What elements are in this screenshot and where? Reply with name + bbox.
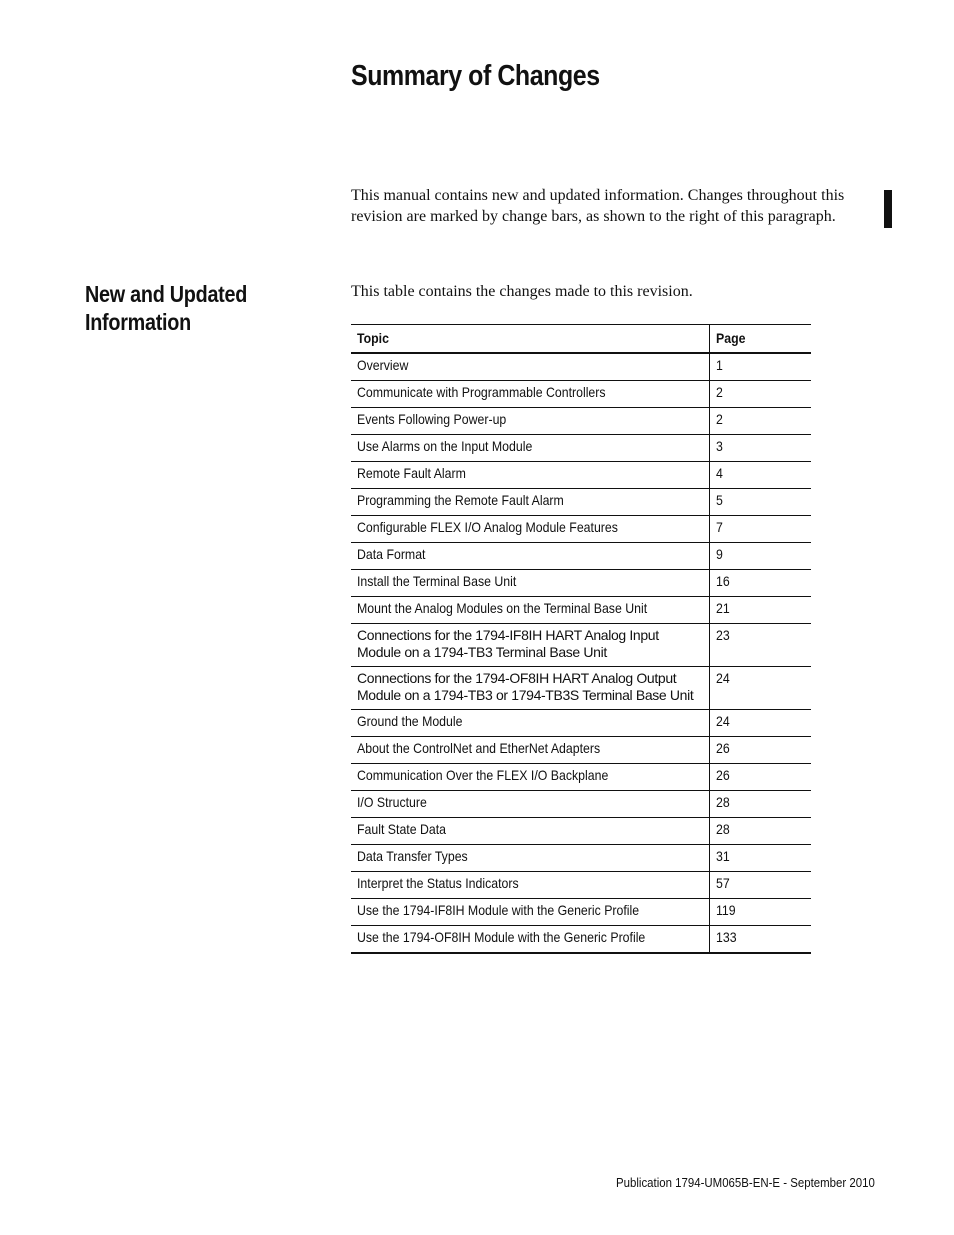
page-cell: 119 [710,899,812,926]
topic-cell: Communication Over the FLEX I/O Backplane [351,764,710,791]
page-cell: 28 [710,818,812,845]
topic-cell: Connections for the 1794-OF8IH HART Analog Output Module on a 1794-TB3 or 1794-TB3S Terminal Base Unit [351,667,710,710]
table-row [351,791,811,818]
topic-cell: Overview [351,353,710,381]
topic-cell: Fault State Data [351,818,710,845]
table-row [351,624,811,667]
topic-cell: Install the Terminal Base Unit [351,570,710,597]
table-row [351,462,811,489]
topic-cell: Use the 1794-OF8IH Module with the Generic Profile [351,926,710,954]
column-header-topic: Topic [351,325,710,354]
page-cell: 23 [710,624,812,667]
page-cell: 7 [710,516,812,543]
topic-cell: Data Format [351,543,710,570]
table-row [351,737,811,764]
table-row [351,408,811,435]
page-cell: 24 [710,667,812,710]
topic-cell: I/O Structure [351,791,710,818]
topic-cell: About the ControlNet and EtherNet Adapters [351,737,710,764]
page-cell: 3 [710,435,812,462]
publication-footer: Publication 1794-UM065B-EN-E - September 2010 [616,1175,875,1190]
topic-cell: Use Alarms on the Input Module [351,435,710,462]
page-cell: 9 [710,543,812,570]
table-row [351,899,811,926]
topic-cell: Interpret the Status Indicators [351,872,710,899]
table-row [351,710,811,737]
table-row [351,543,811,570]
topic-cell: Data Transfer Types [351,845,710,872]
table-row [351,570,811,597]
topic-cell: Configurable FLEX I/O Analog Module Features [351,516,710,543]
page-cell: 1 [710,353,812,381]
topic-cell: Connections for the 1794-IF8IH HART Analog Input Module on a 1794-TB3 Terminal Base Unit [351,624,710,667]
table-row [351,818,811,845]
page-title: Summary of Changes [351,60,600,92]
topic-cell: Events Following Power-up [351,408,710,435]
table-intro: This table contains the changes made to this revision. [351,283,693,300]
topic-cell: Mount the Analog Modules on the Terminal Base Unit [351,597,710,624]
table-header-row [351,325,811,354]
table-row [351,845,811,872]
table-row [351,516,811,543]
page-cell: 16 [710,570,812,597]
intro-paragraph: This manual contains new and updated information. Changes throughout this revision are marked by change bars, as shown to the right of this paragraph. [351,187,845,225]
page-cell: 57 [710,872,812,899]
page-cell: 31 [710,845,812,872]
table-row [351,353,811,381]
table-body [351,353,811,953]
topic-cell: Programming the Remote Fault Alarm [351,489,710,516]
table-row [351,667,811,710]
table-row [351,764,811,791]
table-row [351,597,811,624]
page-cell: 28 [710,791,812,818]
table-row [351,435,811,462]
page-cell: 26 [710,764,812,791]
column-header-page: Page [710,325,812,354]
change-bar [884,190,892,228]
topic-cell: Use the 1794-IF8IH Module with the Generic Profile [351,899,710,926]
table-row [351,872,811,899]
table-row [351,926,811,954]
page-cell: 24 [710,710,812,737]
topic-cell: Communicate with Programmable Controllers [351,381,710,408]
page-cell: 2 [710,381,812,408]
table-row [351,381,811,408]
page-cell: 5 [710,489,812,516]
page-cell: 133 [710,926,812,954]
page-cell: 4 [710,462,812,489]
page-cell: 21 [710,597,812,624]
section-heading: New and Updated Information [85,281,248,335]
page-cell: 2 [710,408,812,435]
topic-cell: Remote Fault Alarm [351,462,710,489]
topic-cell: Ground the Module [351,710,710,737]
table-row [351,489,811,516]
changes-table [351,324,811,954]
page-cell: 26 [710,737,812,764]
